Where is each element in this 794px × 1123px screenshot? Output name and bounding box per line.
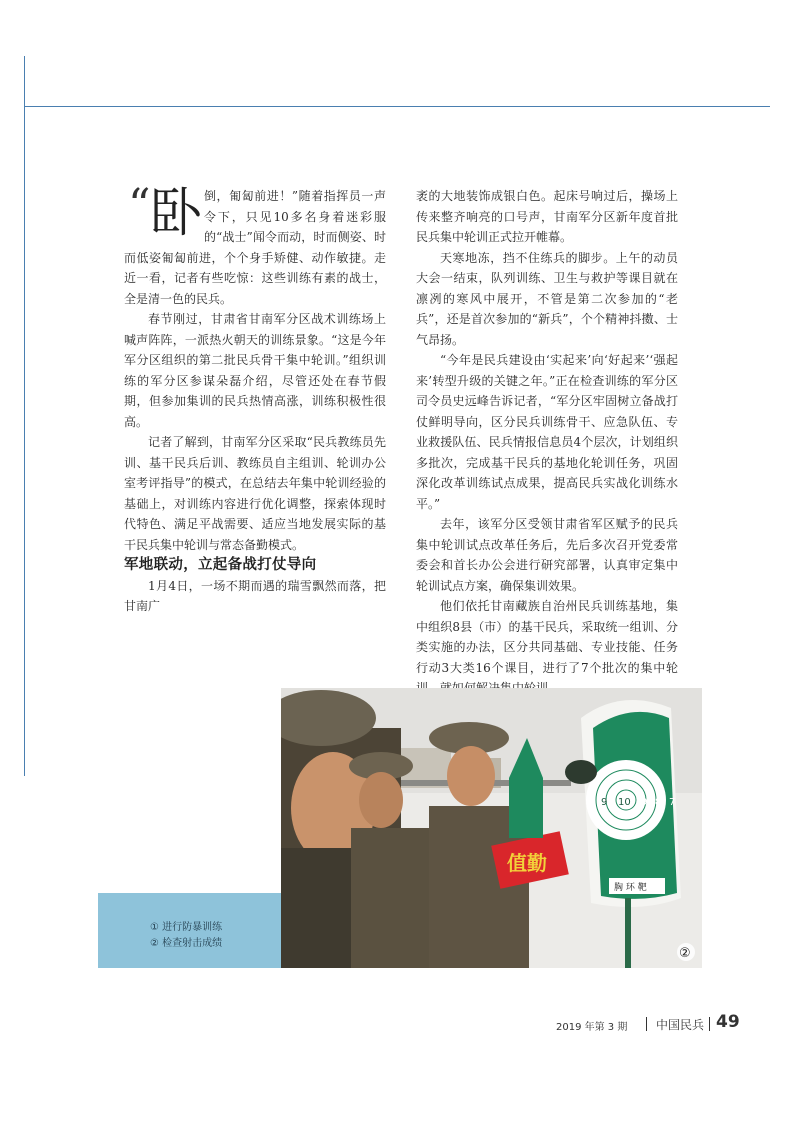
paragraph: 1月4日，一场不期而遇的瑞雪飘然而落，把甘南广 — [124, 578, 386, 613]
target-label: 胸 环 靶 — [614, 883, 647, 893]
left-vertical-rule — [24, 56, 25, 776]
paragraph: 去年，该军分区受领甘肃省军区赋予的民兵集中轮训试点改革任务后，先后多次召开党委常委会和首长办公会进行研究部署，认真审定集中轮训试点方案，确保集训效果。 — [416, 517, 678, 593]
article-column-right — [416, 186, 678, 699]
article-column-left — [124, 180, 386, 617]
training-photo — [281, 688, 702, 968]
footer-magazine: 中国民兵 — [656, 1018, 705, 1032]
target-number: 10 — [618, 797, 631, 808]
header-rule — [24, 106, 770, 107]
footer-separator — [646, 1017, 647, 1031]
armband-text: 值勤 — [507, 851, 547, 875]
paragraph-intro: 倒，匍匐前进！”随着指挥员一声令下，只见10多名身着迷彩服的“战士”闻令而动，时而侧姿、时而低姿匍匐前进，个个身手矫健、动作敏捷。走近一看，记者有些吃惊：这些训练有素的战士，全是清一色的民兵。 — [124, 189, 386, 306]
section-heading: 军地联动，立起备战打仗导向 — [124, 557, 317, 573]
paragraph: 记者了解到，甘南军分区采取“民兵教练员先训、基干民兵后训、教练员自主组训、轮训办公室考评指导”的模式，在总结去年集中轮训经验的基础上，对训练内容进行优化调整，探索体现时代特色、满足平战需要、适应当地发展实际的基干民兵集中轮训与常态备勤模式。 — [124, 435, 386, 552]
target-number: 7 — [669, 797, 676, 808]
target-number: 9 — [641, 797, 648, 808]
paragraph: “今年是民兵建设由‘实起来’向‘好起来’‘强起来’转型升级的关键之年。”正在检查训练的军分区司令员史远峰告诉记者，“军分区牢固树立备战打仗鲜明导向，区分民兵训练骨干、应急队伍、专业救援队伍、民兵情报信息员4个层次，计划组织多批次，完成基干民兵的基地化轮训任务，巩固深化改革训练试点成果，提高民兵实战化训练水平。” — [416, 353, 678, 511]
target-number: 9 — [601, 797, 608, 808]
photo-caption: ① 进行防暴训练 — [150, 922, 223, 933]
target-number: 8 — [655, 797, 662, 808]
photo-illustration — [281, 688, 702, 968]
paragraph: 春节刚过，甘肃省甘南军分区战术训练场上喊声阵阵，一派热火朝天的训练景象。“这是今年军分区组织的第二批民兵骨干集中轮训。”组织训练的军分区参谋朵磊介绍，尽管还处在春节假期，但参加集训的民兵热情高涨，训练积极性很高。 — [124, 312, 386, 429]
paragraph: 他们依托甘南藏族自治州民兵训练基地，集中组织8县（市）的基干民兵，采取统一组训、分类实施的办法，区分共同基础、专业技能、任务行动3大类16个课目，进行了7个批次的集中轮 — [416, 599, 678, 675]
paragraph-continued: 袤的大地装饰成银白色。起床号响过后，操场上传来整齐响亮的口号声，甘南军分区新年度首批民兵集中轮训正式拉开帷幕。 — [416, 189, 678, 244]
drop-cap-quote: “ — [128, 180, 151, 231]
drop-cap — [124, 180, 204, 246]
paragraph: 天寒地冻，挡不住练兵的脚步。上午的动员大会一结束，队列训练、卫生与救护等课目就在凛冽的寒风中展开，不管是第二次参加的“老兵”，还是首次参加的“新兵”，个个精神抖擞、士气昂扬。 — [416, 250, 678, 347]
footer-issue: 2019 年第 3 期 — [556, 1022, 628, 1033]
photo-caption-box — [98, 893, 281, 968]
photo-badge: ② — [679, 946, 691, 961]
page-number: 49 — [716, 1012, 740, 1032]
drop-cap-char: 卧 — [150, 184, 203, 244]
photo-caption: ② 检查射击成绩 — [150, 938, 223, 949]
footer-separator — [709, 1017, 710, 1031]
